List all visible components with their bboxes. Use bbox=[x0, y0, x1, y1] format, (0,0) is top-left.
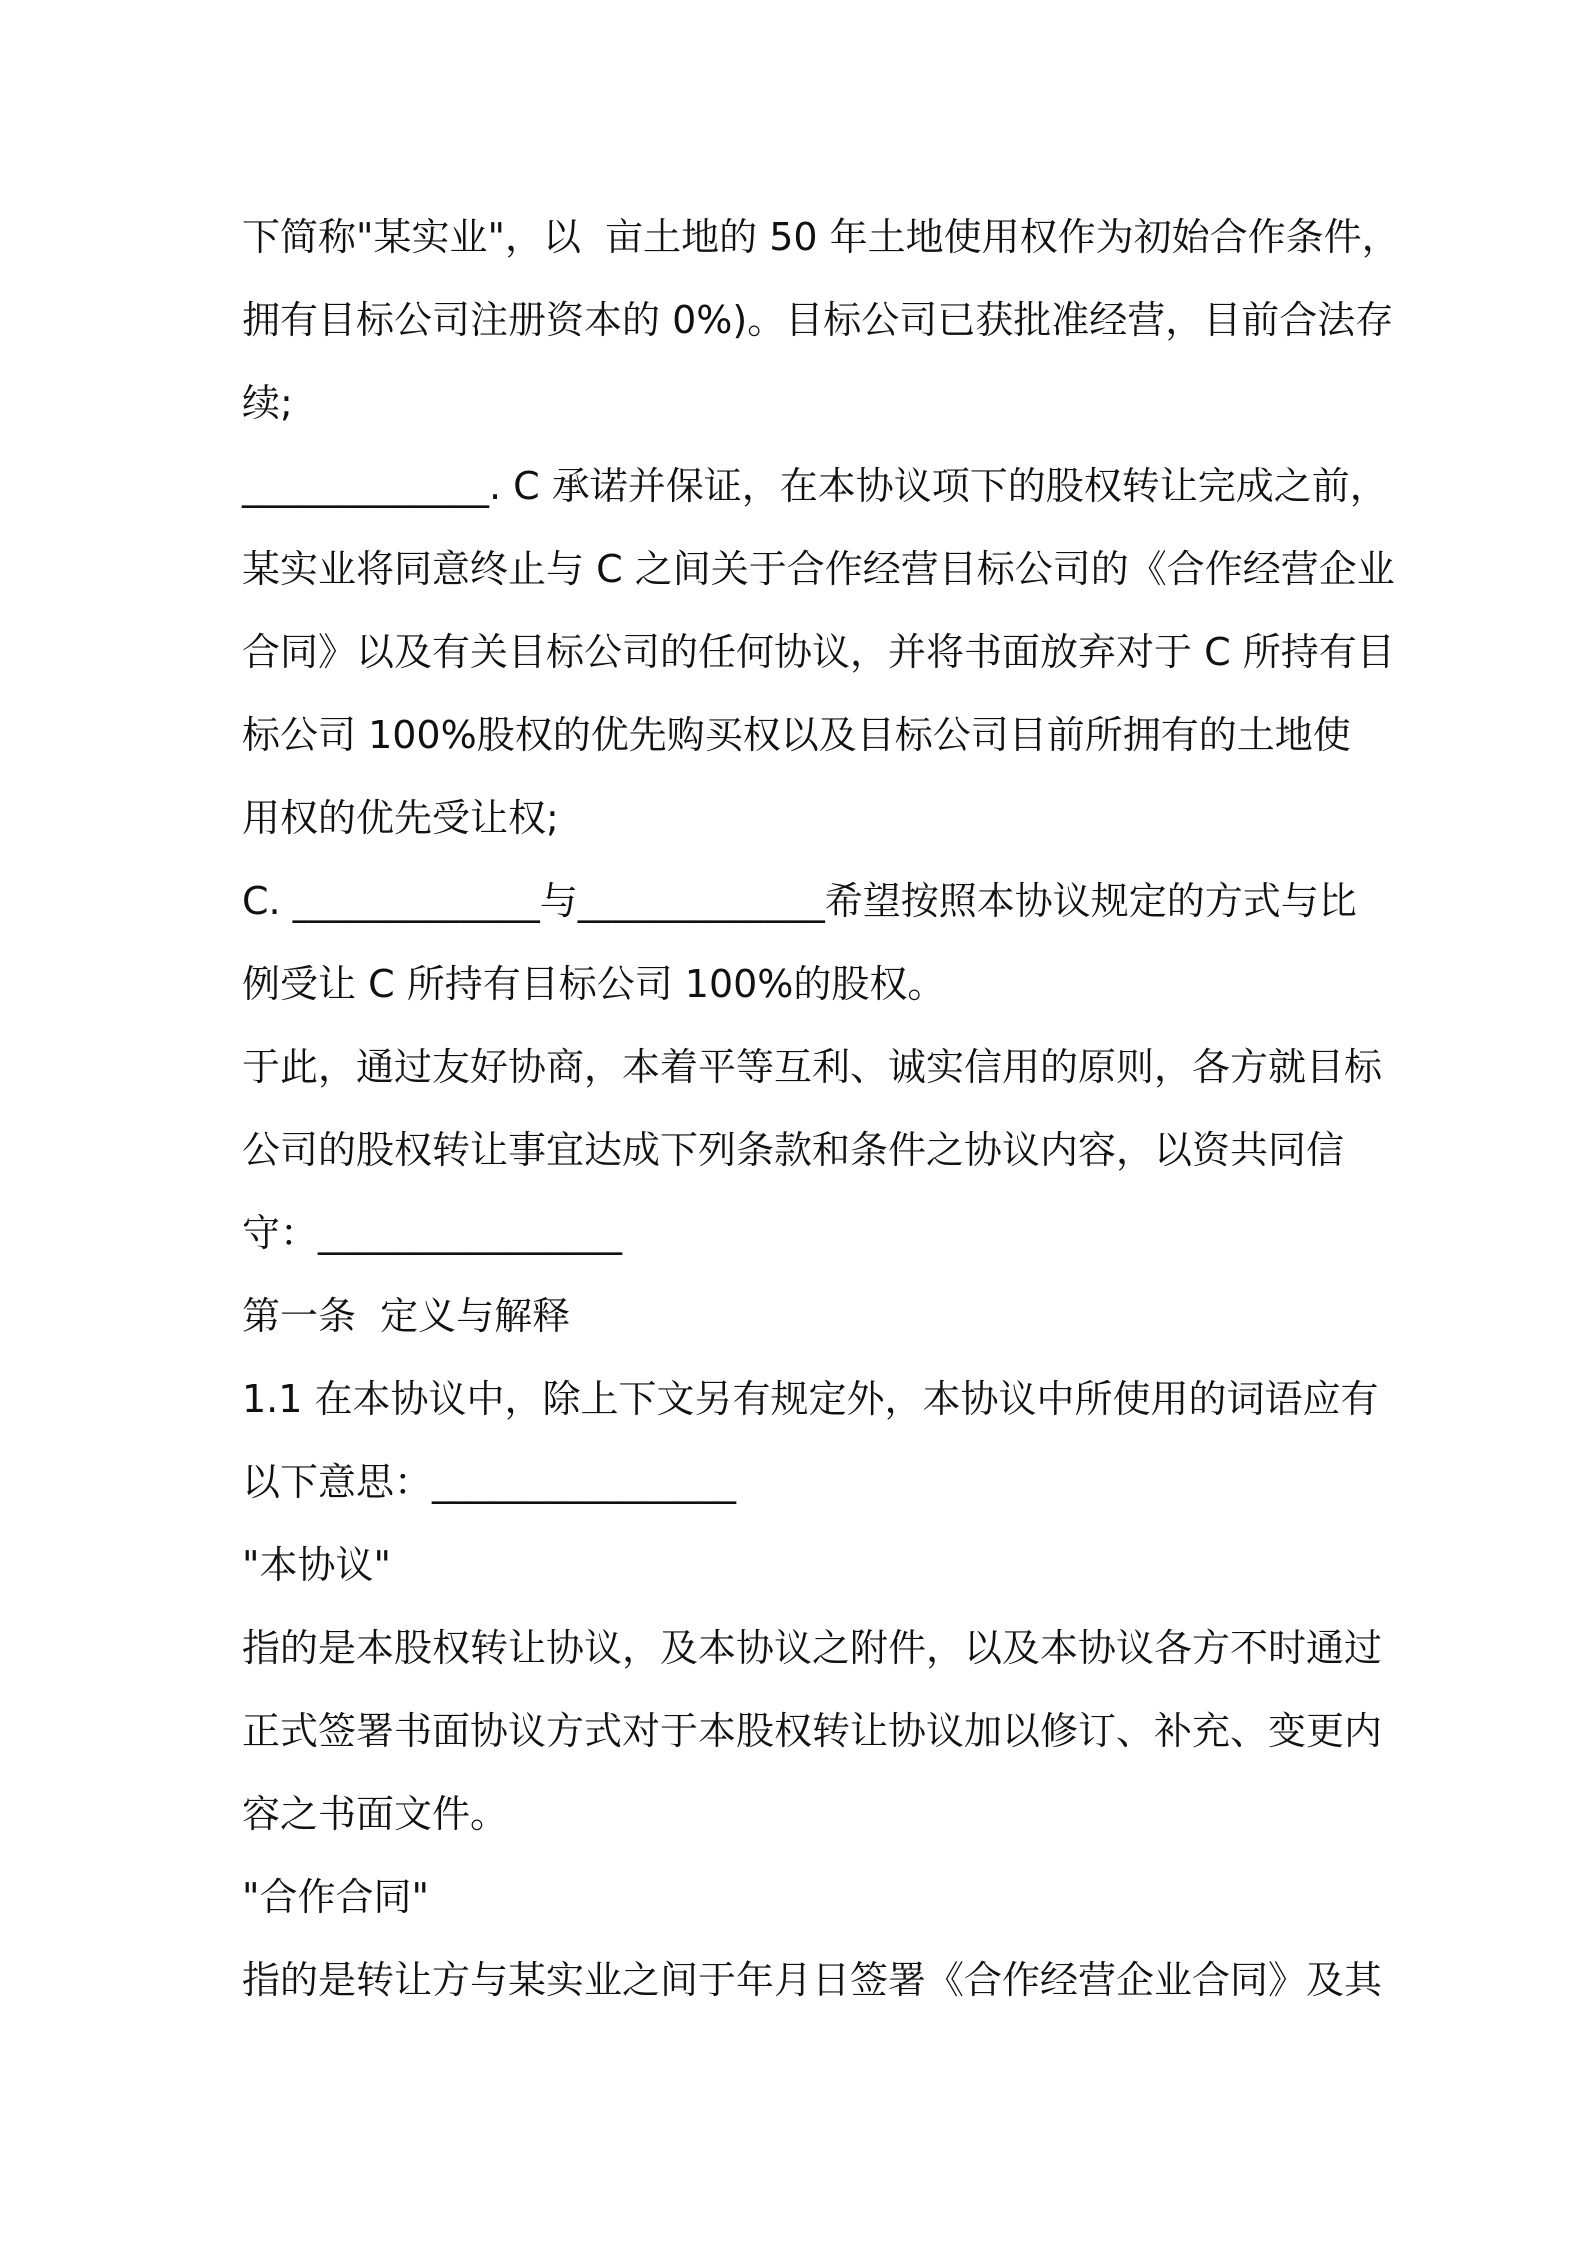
defined-term: "合作合同" bbox=[242, 1875, 429, 1919]
document-body bbox=[242, 196, 1400, 2022]
text-line: 指的是本股权转让协议，及本协议之附件，以及本协议各方不时通过 bbox=[242, 1626, 1383, 1670]
text-line: 例受让 C 所持有目标公司 100%的股权。 bbox=[242, 962, 946, 1006]
text-line: 合同》以及有关目标公司的任何协议，并将书面放弃对于 C 所持有目 bbox=[242, 630, 1395, 674]
text-line: _____________. C 承诺并保证，在本协议项下的股权转让完成之前， bbox=[242, 464, 1388, 508]
text-line: 1.1 在本协议中，除上下文另有规定外，本协议中所使用的词语应有 bbox=[242, 1377, 1379, 1421]
section-heading: 第一条 定义与解释 bbox=[242, 1294, 571, 1338]
text-line: 守：________________ bbox=[242, 1211, 623, 1255]
text-line: 续; bbox=[242, 381, 293, 425]
text-line: 下简称"某实业"，以 亩土地的 50 年土地使用权作为初始合作条件， bbox=[242, 215, 1400, 259]
text-line: 拥有目标公司注册资本的 0%)。目标公司已获批准经营，目前合法存 bbox=[242, 298, 1394, 342]
text-line: 公司的股权转让事宜达成下列条款和条件之协议内容，以资共同信 bbox=[242, 1128, 1345, 1172]
text-line: 用权的优先受让权; bbox=[242, 796, 559, 840]
text-line: 容之书面文件。 bbox=[242, 1792, 509, 1836]
text-line: 某实业将同意终止与 C 之间关于合作经营目标公司的《合作经营企业 bbox=[242, 547, 1395, 591]
text-line: C. _____________与_____________希望按照本协议规定的方式与比 bbox=[242, 879, 1357, 923]
text-line: 标公司 100%股权的优先购买权以及目标公司目前所拥有的土地使 bbox=[242, 713, 1351, 757]
text-line: 于此，通过友好协商，本着平等互利、诚实信用的原则，各方就目标 bbox=[242, 1045, 1383, 1089]
defined-term: "本协议" bbox=[242, 1543, 391, 1587]
text-line: 指的是转让方与某实业之间于年月日签署《合作经营企业合同》及其 bbox=[242, 1958, 1383, 2002]
text-line: 以下意思：________________ bbox=[242, 1460, 737, 1504]
text-line: 正式签署书面协议方式对于本股权转让协议加以修订、补充、变更内 bbox=[242, 1709, 1383, 1753]
